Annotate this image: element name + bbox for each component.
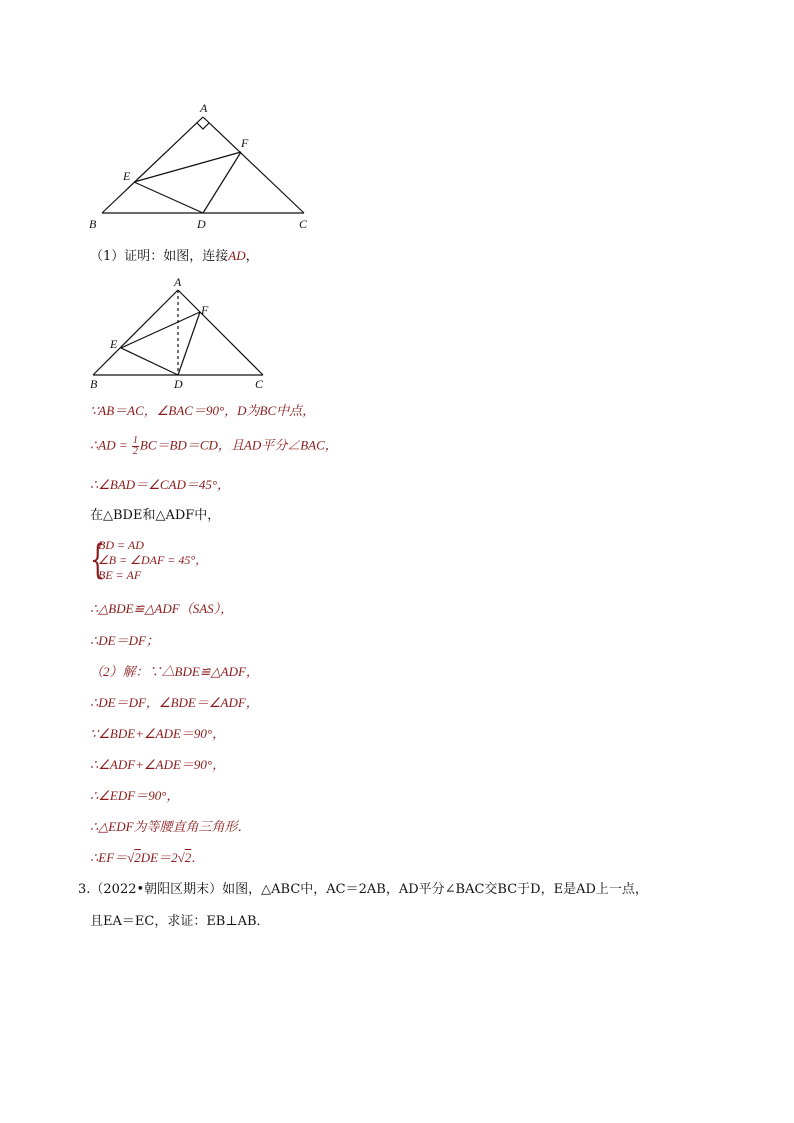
- label-c: C: [255, 377, 264, 391]
- side-ab: [93, 290, 178, 375]
- right-angle-mark: [197, 123, 209, 129]
- segment-ed: [134, 182, 203, 213]
- side-ac: [178, 290, 263, 375]
- label-b: B: [90, 377, 98, 391]
- solution-line-2: ∴AD = $\frac{1}{2}$ BC＝BD＝CD，且AD平分∠BAC，: [90, 435, 338, 457]
- side-ac: [203, 117, 304, 213]
- solution-line-10: ∴∠ADF+∠ADE＝90°，: [90, 757, 226, 772]
- left-brace: {: [90, 537, 106, 583]
- label-d: D: [197, 217, 206, 231]
- solution-line-5: ∴△BDE≌△ADF（SAS），: [90, 601, 234, 616]
- solution-line-13: ∴EF＝√2DE＝2√2．: [90, 850, 205, 865]
- problem-3-line-2: 且EA＝EC，求证：EB⊥AB．: [90, 914, 270, 929]
- segment-ed: [121, 348, 178, 375]
- solution-line-12: ∴△EDF为等腰直角三角形．: [90, 819, 251, 834]
- label-e: E: [123, 169, 131, 183]
- solution-line-7: （2）解：∵△BDE≌△ADF，: [90, 664, 259, 679]
- segment-df: [178, 312, 200, 375]
- fraction-half: $\frac{1}{2}$: [132, 435, 138, 457]
- problem-3-line-1: 3.（2022•朝阳区期末）如图，△ABC中，AC＝2AB，AD平分∠BAC交BC于D，E是AD上一点，: [78, 882, 648, 897]
- solution-line-3: ∴∠BAD＝∠CAD＝45°，: [90, 477, 231, 492]
- figure-1-triangle: [85, 100, 325, 235]
- label-f: F: [201, 303, 209, 317]
- system-row-3: BE = AF: [98, 568, 142, 582]
- solution-line-8: ∴DE＝DF，∠BDE＝∠ADF，: [90, 695, 259, 710]
- label-e: E: [110, 337, 118, 351]
- system-row-1: BD = AD: [98, 538, 144, 552]
- system-row-2: ∠B = ∠DAF = 45°，: [98, 553, 208, 567]
- label-d: D: [174, 377, 183, 391]
- solution-line-9: ∵∠BDE+∠ADE＝90°，: [90, 726, 226, 741]
- solution-line-1: ∵AB＝AC，∠BAC＝90°，D为BC中点，: [90, 403, 316, 418]
- figure-2-triangle: [85, 272, 275, 392]
- solution-line-11: ∴∠EDF＝90°，: [90, 788, 180, 803]
- label-b: B: [89, 217, 97, 231]
- solution-line-6: ∴DE＝DF；: [90, 633, 159, 648]
- solution-line-4: 在△BDE和△ADF中，: [90, 508, 221, 523]
- label-c: C: [299, 217, 308, 231]
- equation-system: [90, 538, 250, 582]
- label-f: F: [241, 136, 249, 150]
- segment-ef: [121, 312, 200, 348]
- label-a: A: [200, 101, 208, 115]
- part1-heading: （1）证明：如图，连接AD，: [90, 248, 259, 264]
- label-a: A: [174, 275, 182, 289]
- side-ab: [102, 117, 203, 213]
